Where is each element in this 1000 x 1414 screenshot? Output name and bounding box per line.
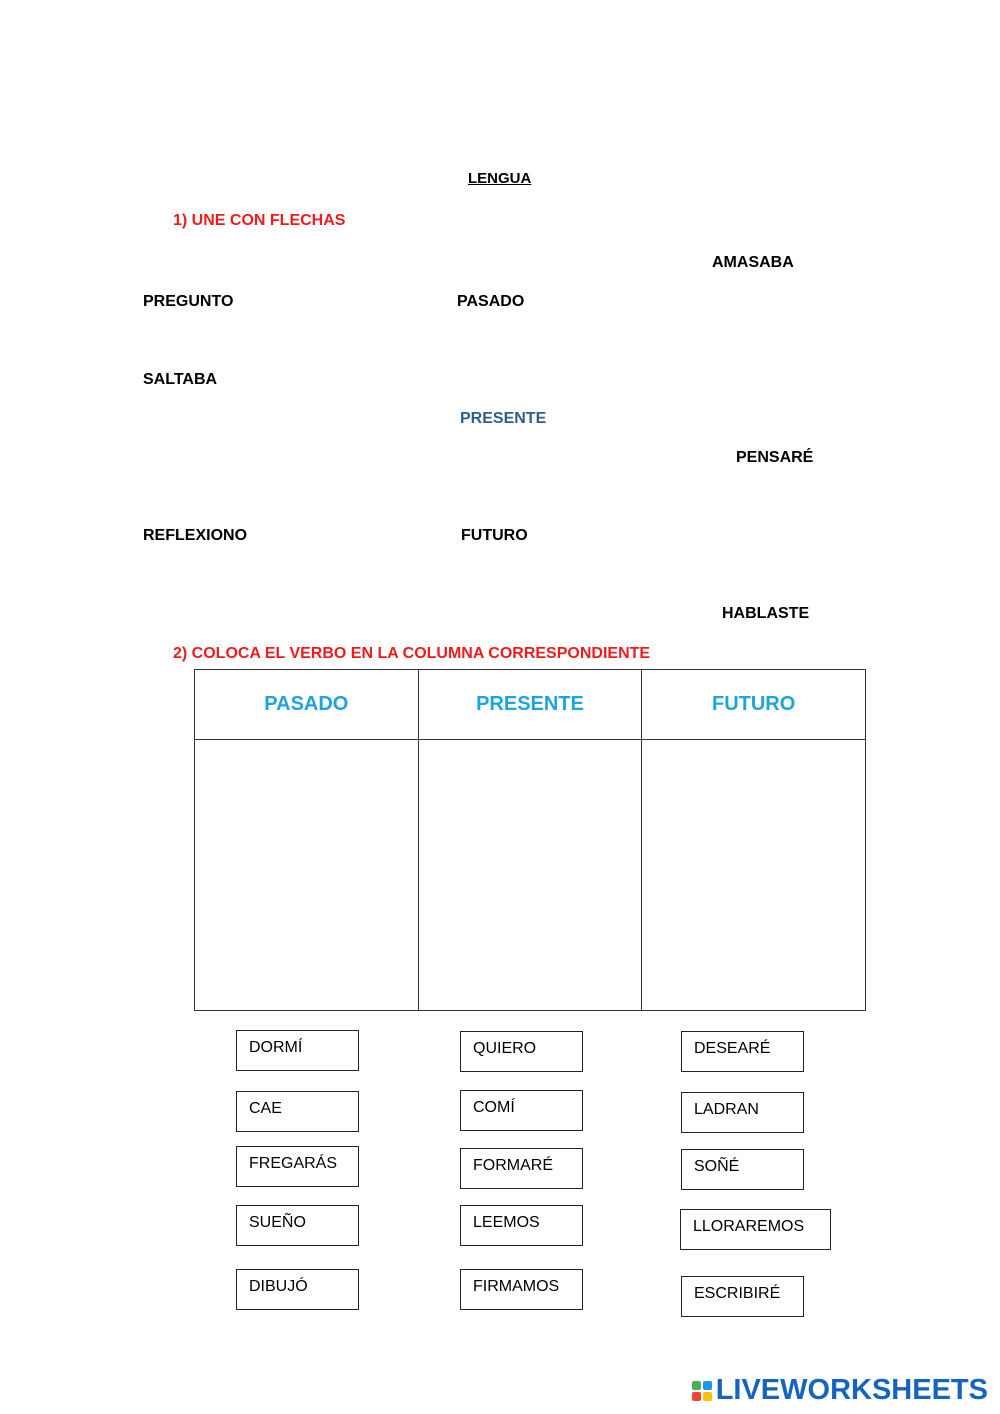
exercise2-heading: 2) COLOCA EL VERBO EN LA COLUMNA CORRESPONDIENTE: [173, 645, 651, 662]
verb-box[interactable]: CAE: [236, 1091, 359, 1132]
drop-zone-presente[interactable]: [418, 740, 642, 1011]
right-word-3[interactable]: HABLASTE: [722, 605, 810, 622]
verb-box[interactable]: QUIERO: [460, 1031, 583, 1072]
tense-columns-table: [194, 669, 866, 1011]
verb-box[interactable]: SOÑÉ: [681, 1149, 804, 1190]
tense-futuro[interactable]: FUTURO: [461, 527, 528, 544]
right-word-1[interactable]: AMASABA: [712, 254, 794, 271]
column-header-pasado: PASADO: [195, 670, 419, 740]
column-header-futuro: FUTURO: [642, 670, 866, 740]
verb-box[interactable]: FREGARÁS: [236, 1146, 359, 1187]
drop-zone-futuro[interactable]: [642, 740, 866, 1011]
right-word-2[interactable]: PENSARÉ: [736, 449, 814, 466]
column-header-presente: PRESENTE: [418, 670, 642, 740]
verb-box[interactable]: DIBUJÓ: [236, 1269, 359, 1310]
verb-box[interactable]: DORMÍ: [236, 1030, 359, 1071]
verb-box[interactable]: SUEÑO: [236, 1205, 359, 1246]
logo-square-red: [692, 1392, 701, 1401]
tense-pasado[interactable]: PASADO: [457, 293, 525, 310]
page-title: LENGUA: [468, 170, 532, 187]
liveworksheets-logo-icon: [692, 1381, 712, 1401]
verb-box[interactable]: DESEARÉ: [681, 1031, 804, 1072]
logo-text: LIVEWORKSHEETS: [715, 1374, 988, 1406]
tense-presente[interactable]: PRESENTE: [460, 410, 547, 427]
logo-square-green: [692, 1381, 701, 1390]
liveworksheets-logo: [692, 1374, 988, 1407]
verb-box[interactable]: ESCRIBIRÉ: [681, 1276, 804, 1317]
logo-square-yellow: [703, 1392, 712, 1401]
verb-box[interactable]: LLORAREMOS: [680, 1209, 831, 1250]
verb-box[interactable]: LADRAN: [681, 1092, 804, 1133]
verb-box[interactable]: FORMARÉ: [460, 1148, 583, 1189]
left-word-1[interactable]: PREGUNTO: [143, 293, 234, 310]
left-word-3[interactable]: REFLEXIONO: [143, 527, 248, 544]
logo-square-blue: [703, 1381, 712, 1390]
drop-zone-pasado[interactable]: [195, 740, 419, 1011]
verb-box[interactable]: FIRMAMOS: [460, 1269, 583, 1310]
exercise1-heading: 1) UNE CON FLECHAS: [173, 212, 346, 229]
verb-box[interactable]: COMÍ: [460, 1090, 583, 1131]
verb-box[interactable]: LEEMOS: [460, 1205, 583, 1246]
left-word-2[interactable]: SALTABA: [143, 371, 218, 388]
